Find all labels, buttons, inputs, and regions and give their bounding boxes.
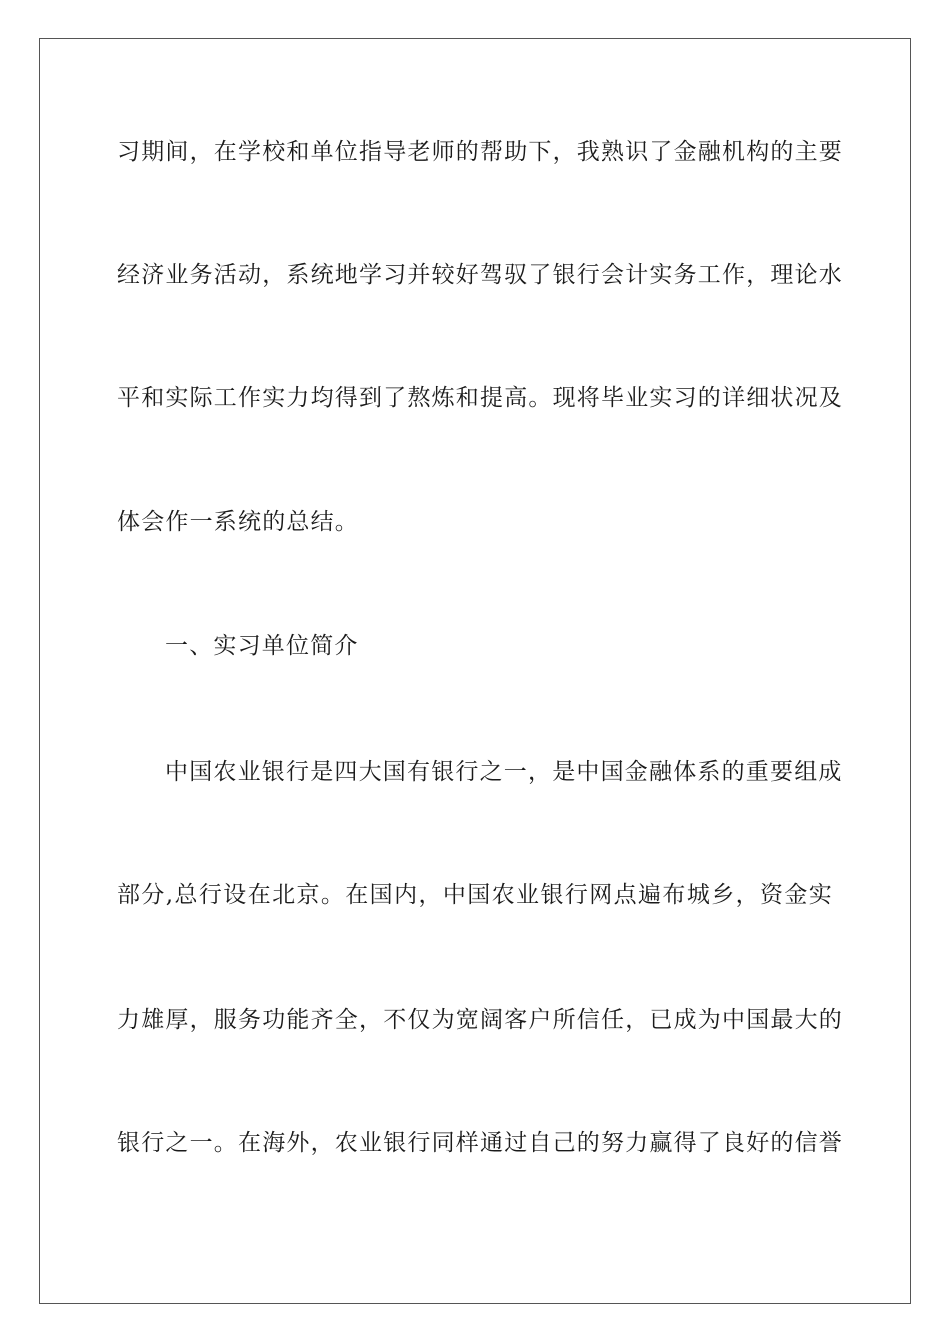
page-border bbox=[39, 38, 911, 1304]
section-heading: 一、实习单位简介 bbox=[165, 633, 359, 659]
body-text-line: 习期间，在学校和单位指导老师的帮助下，我熟识了金融机构的主要 bbox=[117, 139, 843, 165]
body-text-line: 经济业务活动，系统地学习并较好驾驭了银行会计实务工作，理论水 bbox=[117, 262, 843, 288]
body-text-line: 力雄厚，服务功能齐全，不仅为宽阔客户所信任，已成为中国最大的 bbox=[117, 1007, 843, 1033]
body-text-line: 体会作一系统的总结。 bbox=[117, 509, 359, 535]
body-text-line: 部分,总行设在北京。在国内，中国农业银行网点遍布城乡，资金实 bbox=[117, 882, 833, 908]
body-text-line: 中国农业银行是四大国有银行之一，是中国金融体系的重要组成 bbox=[165, 759, 843, 785]
body-text-line: 银行之一。在海外，农业银行同样通过自己的努力赢得了良好的信誉 bbox=[117, 1130, 843, 1156]
body-text-line: 平和实际工作实力均得到了熬炼和提高。现将毕业实习的详细状况及 bbox=[117, 385, 843, 411]
